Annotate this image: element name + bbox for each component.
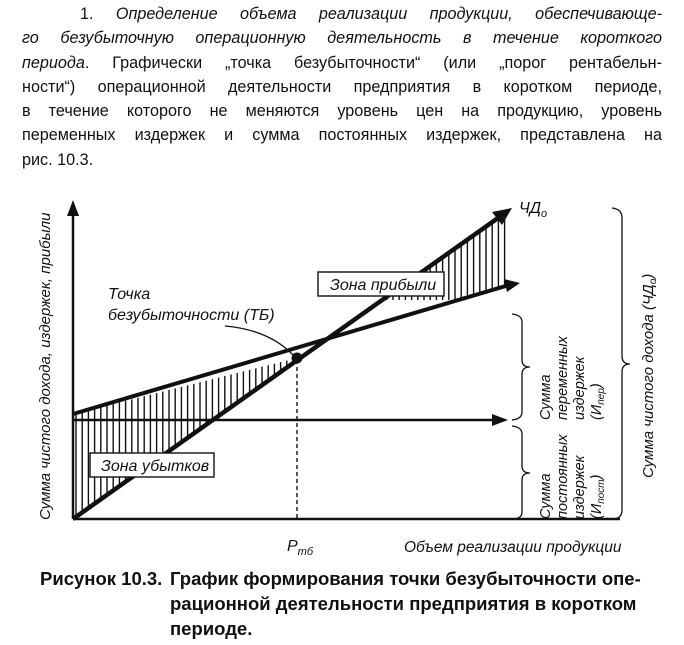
total-costs-line [73,285,509,414]
svg-text:издержек: издержек [572,356,588,420]
caption-line-2: рационной деятельности предприятия в коротком [170,593,637,614]
paragraph-line-2: го безубыточную операционную деятельность в течение короткого [22,29,662,48]
break-even-label-line2: безубыточности (ТБ) [108,307,275,324]
net-income-bracket-label: Сумма чистого дохода $(ЧД_о)$ [640,273,659,478]
net-income-line-label: $ЧД_о$ [519,200,548,220]
fixed-costs-arrow-icon [492,414,508,426]
paragraph-heading-italic: Определение объема реализации продукции, обеспечивающе- [115,5,662,23]
paragraph-line-5: в течение которого не меняются уровень цен на продукцию, уровень [22,102,662,121]
svg-text:Сумма: Сумма [538,374,554,420]
paragraph-line-4: ности“) операционной деятельности предприятия в коротком периоде, [22,77,662,96]
caption-text [170,566,670,641]
svg-text:переменных: переменных [555,336,571,420]
y-axis-arrow-icon [67,200,79,216]
svg-text:издержек: издержек [572,455,588,519]
total-costs-arrow-icon [504,279,520,292]
paragraph-line-1: 1. Определение объема реализации продукции, обеспечивающе- [80,5,662,23]
y-axis-label: Сумма чистого дохода, издержек, прибыли [37,212,54,520]
svg-text:(Ипост): $(И_{пост})$ [589,474,607,519]
x-axis-label: Объем реализации продукции [404,539,622,556]
break-even-point [292,353,303,364]
paragraph-line-7: рис. 10.3. [22,150,94,169]
caption-number: Рисунок 10.3. [40,568,163,589]
svg-text:(Ипер): $(И_{пер})$ [589,383,607,420]
fixed-costs-label [538,434,607,519]
loss-zone-label: Зона убытков [101,458,210,475]
paragraph-line-6: переменных издержек и сумма постоянных издержек, представлена на [22,126,662,145]
break-even-label-line1: Точка [108,286,151,303]
net-income-bracket [612,208,630,519]
svg-text:Сумма: Сумма [538,473,554,519]
caption-line-3: периоде. [170,618,253,639]
variable-costs-bracket [512,314,530,420]
break-even-volume-marker: $Р_{тб}$ [287,538,314,558]
svg-text:постоянных: постоянных [555,434,571,519]
fixed-costs-bracket [512,426,530,519]
caption-line-1: График формирования точки безубыточности опе- [170,568,641,589]
profit-zone-label: Зона прибыли [330,277,437,294]
variable-costs-label [538,335,607,420]
paragraph-line-3: периода. Графически „точка безубыточности“ (или „порог рентабельн- [22,53,662,72]
